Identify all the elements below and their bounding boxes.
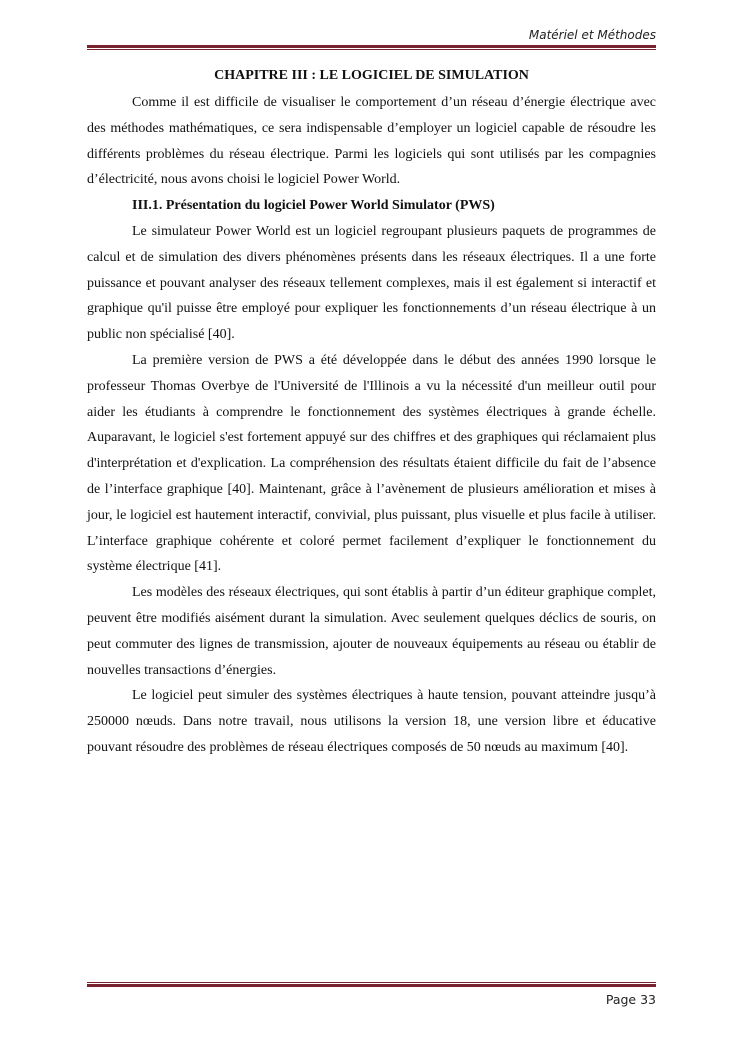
section-paragraph-2: La première version de PWS a été développée dans le début des années 1990 lorsque le professeur Thomas Overbye de l'Université de l'Illinois a vu la nécessité d'un meilleur outil pour aider les étudiants à comprendre le fonctionnement des systèmes électriques à grande échelle. Auparavant, le logiciel s'est fortement appuyé sur des chiffres et des graphiques qui réclamaient plus d'interprétation et d'explication. La compréhension des résultats étaient difficile du fait de l’absence de l’interface graphique [40]. Maintenant, grâce à l’avènement de plusieurs amélioration et mises à jour, le logiciel est hautement interactif, convivial, plus puissant, plus visuelle et plus facile à utiliser. L’interface graphique cohérente et coloré permet facilement d’expliquer le fonctionnement du système électrique [41]. bbox=[87, 352, 656, 575]
section-paragraph-4: Le logiciel peut simuler des systèmes électriques à haute tension, pouvant atteindre jusqu’à 250000 nœuds. Dans notre travail, nous utilisons la version 18, une version libre et éducative pouvant résoudre des problèmes de réseau électriques composés de 50 nœuds au maximum [40]. bbox=[87, 688, 656, 755]
section-paragraph-1: Le simulateur Power World est un logiciel regroupant plusieurs paquets de programmes de calcul et de simulation des divers phénomènes présents dans les réseaux électriques. Il a une forte puissance et pouvant analyser des réseaux tellement complexes, mais il est également si interactif et graphique qu'il puisse être employé pour expliquer les fonctionnements d’un réseau électrique à un public non spécialisé [40]. bbox=[87, 223, 656, 343]
intro-paragraph: Comme il est difficile de visualiser le comportement d’un réseau d’énergie électrique avec des méthodes mathématiques, ce sera indispensable d’employer un logiciel capable de résoudre les différents problèmes du réseau électrique. Parmi les logiciels qui sont utilisés par les compagnies d’électricité, nous avons choisi le logiciel Power World. bbox=[87, 95, 656, 188]
section-paragraph-3: Les modèles des réseaux électriques, qui sont établis à partir d’un éditeur graphique complet, peuvent être modifiés aisément durant la simulation. Avec seulement quelques déclics de souris, on peut commuter des lignes de transmission, ajouter de nouveaux équipements au réseau ou établir de nouvelles transactions d’énergies. bbox=[87, 585, 656, 678]
section-title: III.1. Présentation du logiciel Power World Simulator (PWS) bbox=[132, 198, 495, 214]
footer-rule bbox=[87, 982, 656, 987]
page-content bbox=[87, 66, 656, 761]
header-rule bbox=[87, 45, 656, 50]
page-number: Page 33 bbox=[605, 992, 656, 1007]
running-header: Matériel et Méthodes bbox=[528, 28, 656, 42]
chapter-title: CHAPITRE III : LE LOGICIEL DE SIMULATION bbox=[214, 68, 529, 83]
